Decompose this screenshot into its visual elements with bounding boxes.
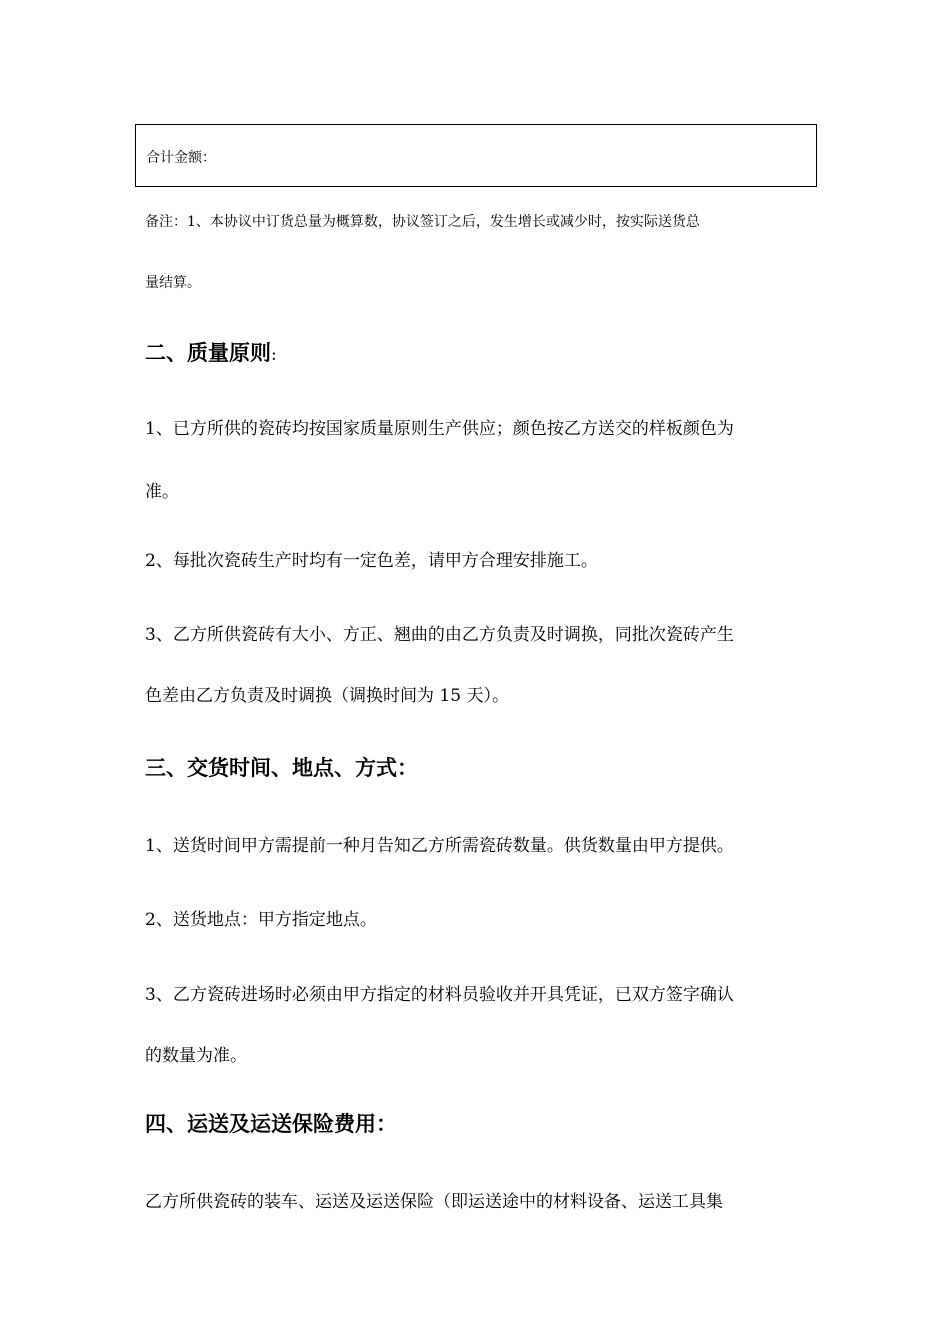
section2-paragraph-3-line-2: 色差由乙方负责及时调换（调换时间为 15 天）。	[145, 686, 509, 706]
section2-title-colon: :	[271, 345, 277, 365]
section4-heading: 四、运送及运送保险费用：	[145, 1111, 397, 1136]
section3-paragraph-3-line-1: 3、乙方瓷砖进场时必须由甲方指定的材料员验收并开具凭证，已双方签字确认	[145, 985, 734, 1005]
note-line-1: 备注：1、本协议中订货总量为概算数，协议签订之后，发生增长或减少时，按实际送货总	[145, 214, 700, 230]
section2-paragraph-1-line-1: 1、已方所供的瓷砖均按国家质量原则生产供应；颜色按乙方送交的样板颜色为	[145, 419, 734, 439]
section3-heading: 三、交货时间、地点、方式：	[145, 755, 418, 780]
section3-paragraph-3-line-2: 的数量为准。	[145, 1046, 247, 1066]
total-amount-table	[135, 124, 817, 187]
section2-heading	[145, 337, 277, 367]
section2-paragraph-2: 2、每批次瓷砖生产时均有一定色差，请甲方合理安排施工。	[145, 551, 598, 571]
section2-title: 二、质量原则	[145, 340, 271, 365]
section4-paragraph-1-line-1: 乙方所供瓷砖的装车、运送及运送保险（即运送途中的材料设备、运送工具集	[145, 1192, 723, 1212]
section2-paragraph-3-line-1: 3、乙方所供瓷砖有大小、方正、翘曲的由乙方负责及时调换，同批次瓷砖产生	[145, 625, 734, 645]
section2-paragraph-1-line-2: 准。	[145, 482, 179, 502]
section3-paragraph-2: 2、送货地点：甲方指定地点。	[145, 910, 377, 930]
section3-paragraph-1: 1、送货时间甲方需提前一种月告知乙方所需瓷砖数量。供货数量由甲方提供。	[145, 836, 734, 856]
note-line-2: 量结算。	[145, 275, 201, 291]
total-amount-label: 合计金额：	[146, 150, 216, 166]
